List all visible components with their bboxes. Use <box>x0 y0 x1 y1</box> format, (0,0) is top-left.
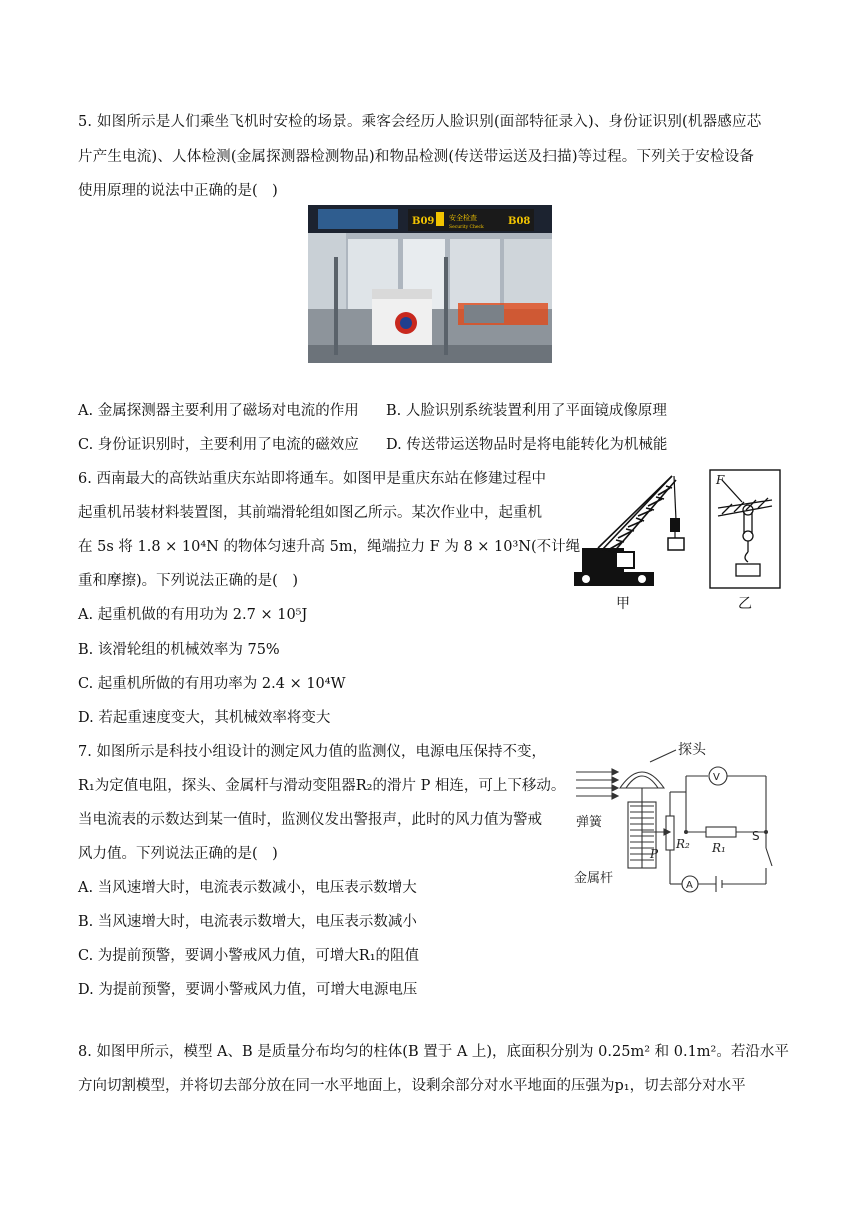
q8-stem-line-2: 方向切割模型，并将切去部分放在同一水平地面上，设剩余部分对水平地面的压强为p₁，切去部分对水平 <box>78 1078 746 1094</box>
q6-stem-line-1: 6. 西南最大的高铁站重庆东站即将通车。如图甲是重庆东站在修建过程中 <box>78 471 546 487</box>
q7-option-a: A. 当风速增大时，电流表示数减小，电压表示数增大 <box>78 880 417 896</box>
label-switch-s: S <box>752 829 760 843</box>
label-slider-p: P <box>650 847 659 861</box>
label-r1: R₁ <box>712 841 726 855</box>
q8-stem-line-1: 8. 如图甲所示，模型 A、B 是质量分布均匀的柱体(B 置于 A 上)，底面积分别为 0.25m² 和 0.1m²。若沿水平 <box>78 1044 789 1060</box>
sign-security-en: Security Check <box>449 225 484 230</box>
ammeter-symbol: A <box>686 880 693 891</box>
q5-stem-line-1: 5. 如图所示是人们乘坐飞机时安检的场景。乘客会经历人脸识别(面部特征录入)、身份证识别(机器感应芯 <box>78 114 762 130</box>
label-probe: 探头 <box>678 742 706 758</box>
q5-option-a: A. 金属探测器主要利用了磁场对电流的作用 <box>78 403 359 419</box>
pulley-label-yi: 乙 <box>738 596 752 612</box>
security-check-photo <box>308 205 552 363</box>
q6-stem-line-2: 起重机吊装材料装置图，其前端滑轮组如图乙所示。某次作业中，起重机 <box>78 505 542 521</box>
wind-monitor-circuit <box>572 736 790 894</box>
crane-label-jia: 甲 <box>616 596 630 612</box>
sign-gate-b08: B08 <box>508 216 531 227</box>
voltmeter-symbol: V <box>713 772 720 783</box>
q5-option-b: B. 人脸识别系统装置利用了平面镜成像原理 <box>386 403 667 419</box>
q7-stem-line-4: 风力值。下列说法正确的是( ) <box>78 846 278 862</box>
q6-option-b: B. 该滑轮组的机械效率为 75% <box>78 642 280 658</box>
q6-option-d: D. 若起重速度变大，其机械效率将变大 <box>78 710 331 726</box>
q6-stem-line-4: 重和摩擦)。下列说法正确的是( ) <box>78 573 298 589</box>
crane-jia-drawing <box>574 476 684 586</box>
q6-option-c: C. 起重机所做的有用功率为 2.4 × 10⁴W <box>78 676 346 692</box>
label-r2: R₂ <box>676 837 690 851</box>
q7-stem-line-2: R₁为定值电阻，探头、金属杆与滑动变阻器R₂的滑片 P 相连，可上下移动。 <box>78 778 566 794</box>
label-metal-rod: 金属杆 <box>574 871 614 886</box>
pulley-yi-drawing <box>718 480 772 576</box>
q7-stem-line-3: 当电流表的示数达到某一值时，监测仪发出警报声，此时的风力值为警戒 <box>78 812 542 828</box>
q7-option-c: C. 为提前预警，要调小警戒风力值，可增大R₁的阻值 <box>78 948 420 964</box>
q5-option-d: D. 传送带运送物品时是将电能转化为机械能 <box>386 437 668 453</box>
q7-stem-line-1: 7. 如图所示是科技小组设计的测定风力值的监测仪，电源电压保持不变， <box>78 744 546 760</box>
sign-gate-b09: B09 <box>412 216 435 227</box>
q7-option-b: B. 当风速增大时，电流表示数增大，电压表示数减小 <box>78 914 417 930</box>
label-spring: 弹簧 <box>576 815 603 830</box>
q6-option-a: A. 起重机做的有用功为 2.7 × 10⁵J <box>78 607 308 623</box>
sign-security-cn: 安全检查 <box>449 214 477 222</box>
q6-stem-line-3: 在 5s 将 1.8 × 10⁴N 的物体匀速升高 5m，绳端拉力 F 为 8 × 10³N(不计绳 <box>78 539 581 555</box>
pulley-label-f: F <box>716 473 725 487</box>
q7-option-d: D. 为提前预警，要调小警戒风力值，可增大电源电压 <box>78 982 418 998</box>
q5-stem-line-3: 使用原理的说法中正确的是( ) <box>78 183 278 199</box>
q5-option-c: C. 身份证识别时，主要利用了电流的磁效应 <box>78 437 359 453</box>
crane-figure <box>572 468 794 616</box>
q5-stem-line-2: 片产生电流)、人体检测(金属探测器检测物品)和物品检测(传送带运送及扫描)等过程。下列关于安检设备 <box>78 149 755 165</box>
